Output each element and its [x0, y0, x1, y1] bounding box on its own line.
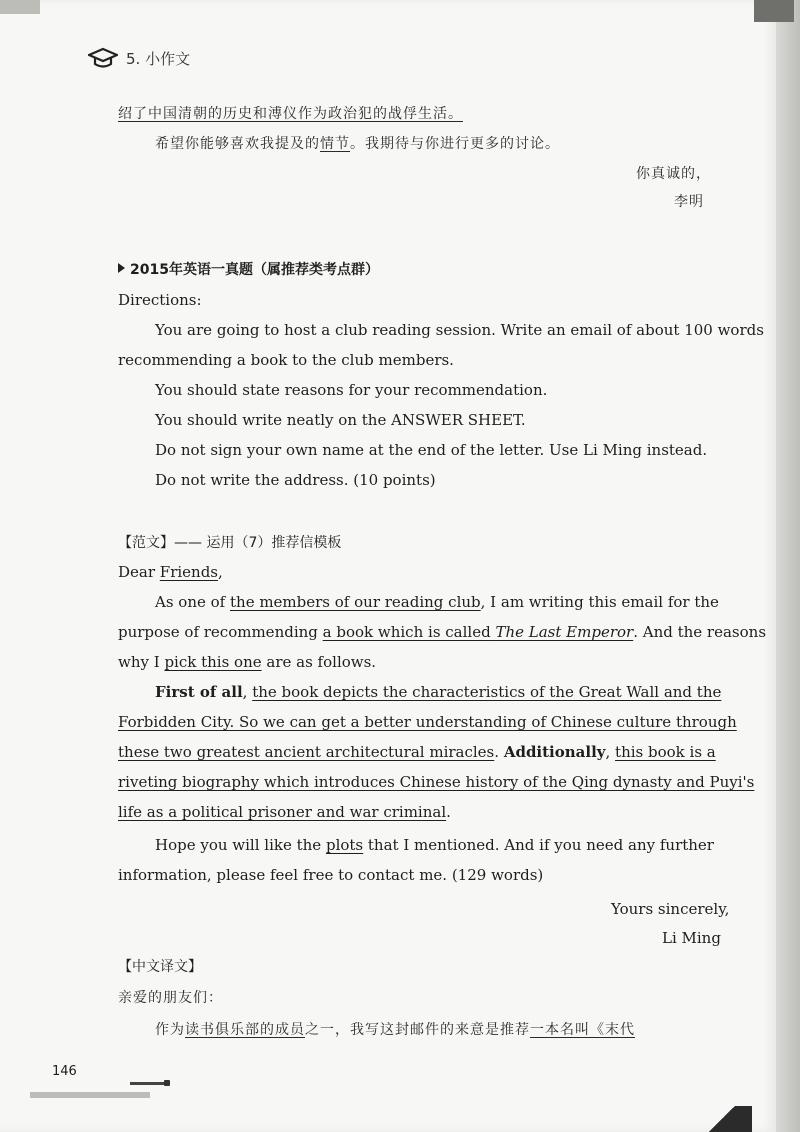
- essay-line: life as a political prisoner and war criminal.: [118, 803, 451, 821]
- translation-greeting: 亲爱的朋友们：: [118, 990, 223, 1006]
- chapter-title: 5. 小作文: [126, 49, 191, 68]
- essay-line: Hope you will like the plots that I mentioned. And if you need any further: [155, 836, 714, 854]
- directions-text: recommending a book to the club members.: [118, 351, 454, 369]
- directions-text: Do not sign your own name at the end of the letter. Use Li Ming instead.: [155, 441, 708, 459]
- essay-line: riveting biography which introduces Chinese history of the Qing dynasty and Puyi's: [118, 773, 755, 791]
- model-heading: 【范文】—— 运用（7）推荐信模板: [118, 535, 342, 551]
- book-spine: [776, 0, 800, 1132]
- book-title: The Last Emperor: [495, 623, 634, 641]
- footer-bar: [30, 1092, 150, 1098]
- exam-heading: 2015年英语一真题（属推荐类考点群）: [118, 260, 379, 280]
- prev-signature: 李明: [674, 194, 704, 210]
- essay-line: purpose of recommending a book which is called The Last Emperor. And the reasons: [118, 623, 767, 641]
- chapter-header: [88, 47, 190, 69]
- prev-text-line: 绍了中国清朝的历史和溥仪作为政治犯的战俘生活。: [118, 106, 463, 122]
- essay-line: Forbidden City. So we can get a better understanding of Chinese culture through: [118, 713, 737, 731]
- essay-greeting: Dear Friends,: [118, 563, 223, 581]
- essay-line: As one of the members of our reading club, I am writing this email for the: [155, 593, 719, 611]
- footer-rule: [130, 1082, 168, 1085]
- directions-text: You should state reasons for your recommendation.: [155, 381, 548, 399]
- directions-text: Do not write the address. (10 points): [155, 471, 436, 489]
- essay-closing: Yours sincerely,: [611, 900, 730, 918]
- translation-heading: 【中文译文】: [118, 959, 202, 975]
- page-corner: [692, 1106, 752, 1132]
- essay-line: information, please feel free to contact me. (129 words): [118, 866, 544, 884]
- essay-line: these two greatest ancient architectural miracles. Additionally, this book is a: [118, 743, 716, 761]
- page-corner: [0, 0, 40, 14]
- essay-line: First of all, the book depicts the characteristics of the Great Wall and the: [155, 683, 722, 701]
- directions-text: You should write neatly on the ANSWER SHEET.: [155, 411, 526, 429]
- graduation-cap-icon: [88, 47, 118, 69]
- page-number: 146: [52, 1064, 77, 1079]
- page-corner: [754, 0, 794, 22]
- translation-line: 作为读书俱乐部的成员之一，我写这封邮件的来意是推荐一本名叫《末代: [155, 1022, 635, 1038]
- directions-text: You are going to host a club reading session. Write an email of about 100 words: [155, 321, 764, 339]
- prev-closing: 你真诚的，: [636, 166, 711, 182]
- footer-dot: [164, 1080, 170, 1086]
- directions-label: Directions:: [118, 291, 202, 309]
- essay-signature: Li Ming: [662, 929, 721, 947]
- prev-text-line: 希望你能够喜欢我提及的情节。我期待与你进行更多的讨论。: [155, 136, 560, 152]
- triangle-bullet-icon: [118, 263, 125, 273]
- essay-line: why I pick this one are as follows.: [118, 653, 377, 671]
